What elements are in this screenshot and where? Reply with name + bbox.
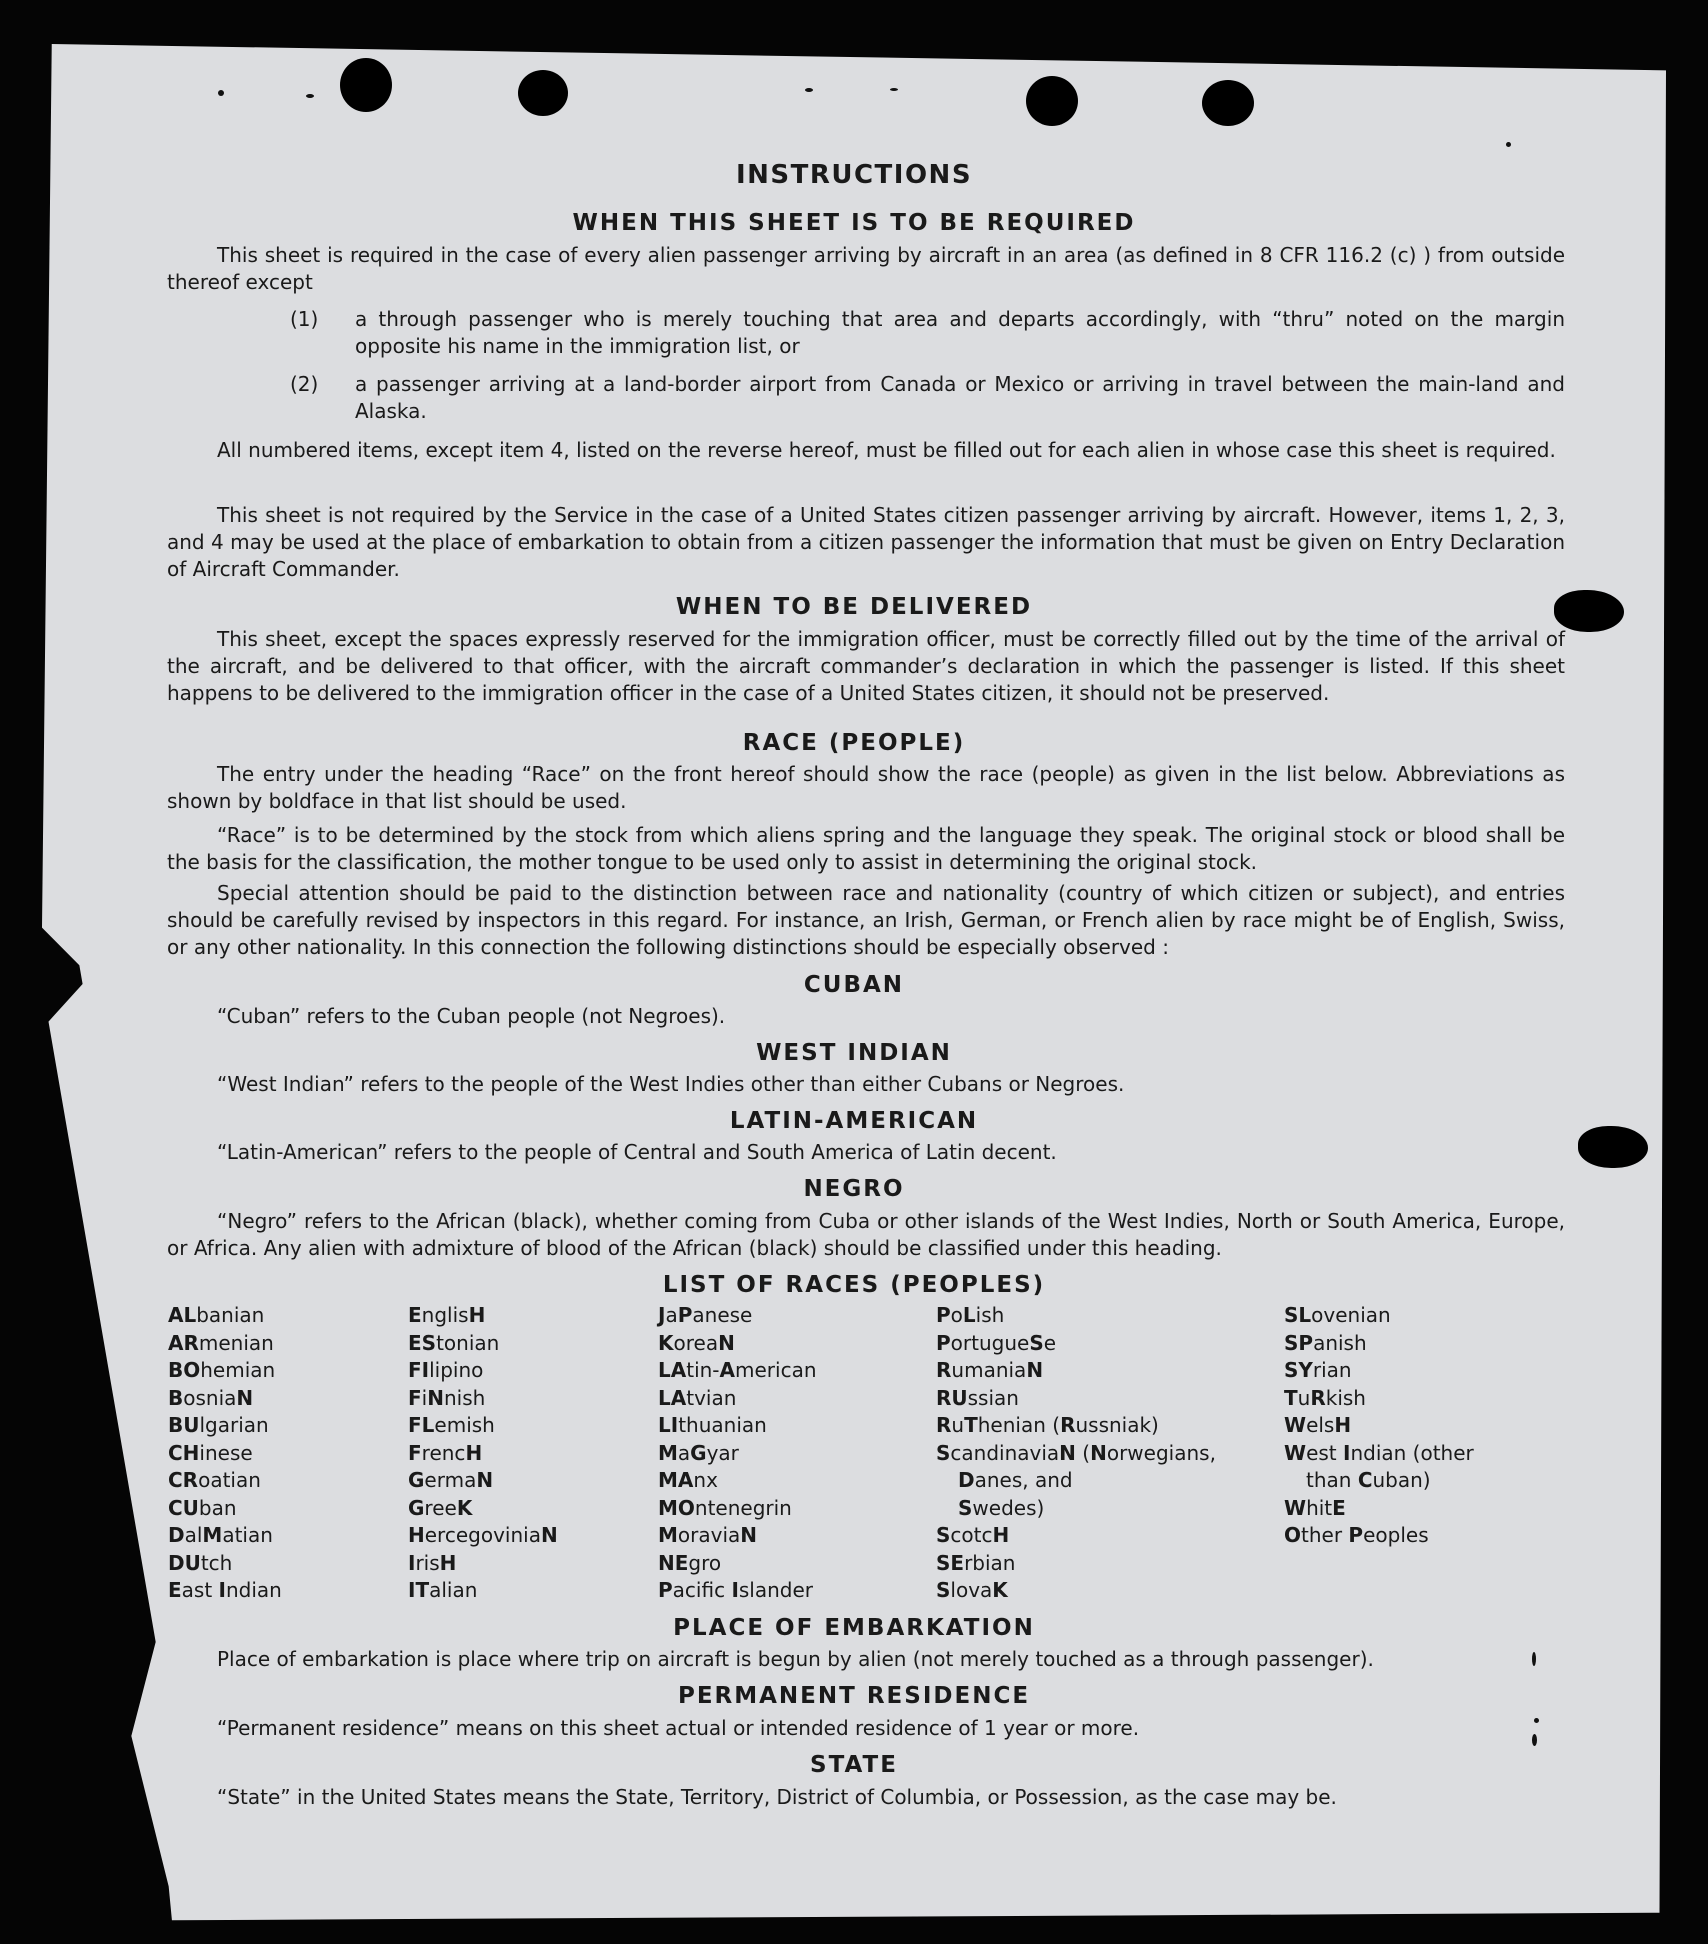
punch-hole [340, 58, 392, 112]
race-entry: EnglisH [408, 1303, 486, 1327]
race-entry: JaPanese [658, 1303, 753, 1327]
race-entry: Danes, and [958, 1468, 1073, 1492]
punch-hole [518, 70, 568, 116]
race-entry: SlovaK [936, 1578, 1008, 1602]
race-entry: Swedes) [958, 1495, 1045, 1520]
west-indian-text: “West Indian” refers to the people of the West Indies other than either Cubans or Negroes. [217, 1072, 1125, 1096]
race-entry: CUban [168, 1495, 237, 1520]
races-column [658, 1302, 817, 1605]
race-entry: GermaN [408, 1468, 494, 1492]
race-entry: MAnx [658, 1468, 718, 1492]
race-entry: BUlgarian [168, 1413, 269, 1437]
races-column [168, 1302, 282, 1605]
race-entry: than Cuban) [1306, 1468, 1431, 1492]
race-entry: MoraviaN [658, 1523, 758, 1547]
race-para-2: “Race” is to be determined by the stock from which aliens spring and the language they speak. The original stock or blood shall be the basis for the classification, the mother tongue to be used only to assist in determining the original stock. [167, 823, 1565, 874]
race-para-1: The entry under the heading “Race” on the front hereof should show the race (people) as given in the list below. Abbreviations as shown by boldface in that list should be used. [167, 762, 1565, 813]
race-entry: SPanish [1284, 1330, 1367, 1355]
race-entry: Other Peoples [1284, 1523, 1429, 1547]
speck [890, 88, 898, 91]
race-entry: RuThenian (Russniak) [936, 1413, 1159, 1437]
race-entry: FrencH [408, 1440, 483, 1465]
heading-latin-american: LATIN-AMERICAN [729, 1108, 979, 1134]
item-number: (2) [290, 372, 319, 396]
race-entry: West Indian (other [1284, 1440, 1474, 1465]
race-entry: SYrian [1284, 1358, 1352, 1382]
page-title: INSTRUCTIONS [735, 160, 973, 190]
item-text: a passenger arriving at a land-border airport from Canada or Mexico or arriving in travel between the main-land and Alaska. [355, 372, 1565, 423]
heading-when-delivered: WHEN TO BE DELIVERED [675, 594, 1033, 620]
race-entry: WhitE [1284, 1495, 1346, 1520]
race-entry: HercegoviniaN [408, 1523, 558, 1547]
race-entry: ScandinaviaN (Norwegians, [936, 1440, 1216, 1465]
race-entry: PoLish [936, 1303, 1005, 1327]
heading-west-indian: WEST INDIAN [756, 1040, 952, 1066]
race-entry: FiNnish [408, 1385, 486, 1410]
required-intro: This sheet is required in the case of every alien passenger arriving by aircraft in an area (as defined in 8 CFR 116.2 (c) ) from outside thereof except [167, 243, 1565, 294]
race-entry: BosniaN [168, 1385, 254, 1410]
race-entry: LAtin-American [658, 1358, 817, 1382]
race-entry: ITalian [408, 1578, 478, 1602]
race-entry: FIlipino [408, 1358, 484, 1382]
exception-item [290, 371, 1565, 425]
race-entry: RUssian [936, 1385, 1019, 1410]
heading-state: STATE [810, 1752, 898, 1778]
speck [805, 88, 813, 92]
heading-race: RACE (PEOPLE) [742, 730, 966, 756]
delivered-text: This sheet, except the spaces expressly reserved for the immigration officer, must be correctly filled out by the time of the arrival of the aircraft, and be delivered to that officer, with the aircraft commander’s declaration in which the passenger is listed. If this sheet happens to be delivered to the immigration officer in the case of a United States citizen, it should not be preserved. [167, 627, 1565, 705]
speck [1506, 142, 1511, 147]
punch-hole [1202, 80, 1254, 126]
race-entry: ScotcH [936, 1523, 1010, 1547]
speck [306, 94, 314, 98]
heading-permanent-residence: PERMANENT RESIDENCE [677, 1683, 1031, 1709]
race-entry: LIthuanian [658, 1413, 767, 1437]
heading-place-of-embarkation: PLACE OF EMBARKATION [673, 1615, 1035, 1641]
race-entry: Pacific Islander [658, 1578, 814, 1602]
race-entry: DUtch [168, 1550, 233, 1575]
races-column [936, 1302, 1216, 1605]
speck [218, 90, 224, 96]
citizen-note: This sheet is not required by the Service in the case of a United States citizen passenger arriving by aircraft. However, items 1, 2, 3, and 4 may be used at the place of embarkation to obtain from a citizen passenger the information that must be given on Entry Declaration of Aircraft Commander. [167, 503, 1565, 581]
race-entry: SErbian [936, 1550, 1016, 1575]
race-entry: TuRkish [1284, 1385, 1366, 1410]
race-entry: FLemish [408, 1413, 495, 1437]
race-entry: East Indian [168, 1578, 282, 1602]
race-entry: LAtvian [658, 1385, 737, 1410]
race-entry: MaGyar [658, 1440, 739, 1465]
race-entry: SLovenian [1284, 1303, 1391, 1327]
heading-negro: NEGRO [803, 1176, 905, 1202]
race-entry: BOhemian [168, 1358, 276, 1382]
item-text: a through passenger who is merely touching that area and departs accordingly, with “thru” noted on the margin opposite his name in the immigration list, or [355, 307, 1565, 358]
heading-list-of-races: LIST OF RACES (PEOPLES) [662, 1272, 1046, 1298]
latin-american-text: “Latin-American” refers to the people of Central and South America of Latin decent. [217, 1140, 1057, 1164]
race-entry: RumaniaN [936, 1358, 1044, 1382]
heading-when-required: WHEN THIS SHEET IS TO BE REQUIRED [572, 210, 1136, 236]
exception-item [290, 306, 1565, 360]
races-column [1284, 1302, 1474, 1550]
race-entry: NEgro [658, 1550, 722, 1575]
embarkation-text: Place of embarkation is place where trip on aircraft is begun by alien (not merely touched as a through passenger). [217, 1647, 1374, 1671]
heading-cuban: CUBAN [803, 972, 905, 998]
item-number: (1) [290, 307, 319, 331]
race-entry: KoreaN [658, 1330, 735, 1355]
cuban-text: “Cuban” refers to the Cuban people (not Negroes). [217, 1004, 726, 1028]
negro-text: “Negro” refers to the African (black), whether coming from Cuba or other islands of the West Indies, North or South America, Europe, or Africa. Any alien with admixture of blood of the African (black) should be classified under this heading. [167, 1209, 1565, 1260]
race-entry: EStonian [408, 1330, 500, 1355]
race-entry: CHinese [168, 1440, 253, 1465]
race-entry: MOntenegrin [658, 1495, 792, 1520]
residence-text: “Permanent residence” means on this sheet actual or intended residence of 1 year or more. [217, 1716, 1140, 1740]
race-entry: CRoatian [168, 1468, 261, 1492]
race-para-3: Special attention should be paid to the distinction between race and nationality (country of which citizen or subject), and entries should be carefully revised by inspectors in this regard. For instance, an Irish, German, or French alien by race might be of English, Swiss, or any other nationality. In this connection the following distinctions should be especially observed : [167, 881, 1565, 959]
race-entry: ARmenian [168, 1330, 274, 1355]
race-entry: ALbanian [168, 1303, 265, 1327]
race-entry: IrisH [408, 1550, 457, 1575]
races-column [408, 1302, 558, 1605]
state-text: “State” in the United States means the State, Territory, District of Columbia, or Possession, as the case may be. [217, 1785, 1337, 1809]
race-entry: DalMatian [168, 1523, 273, 1547]
punch-hole [1026, 76, 1078, 126]
numbered-items-note: All numbered items, except item 4, listed on the reverse hereof, must be filled out for each alien in whose case this sheet is required. [217, 438, 1556, 462]
race-entry: GreeK [408, 1495, 473, 1520]
race-entry: WelsH [1284, 1413, 1352, 1437]
race-entry: PortugueSe [936, 1330, 1057, 1355]
